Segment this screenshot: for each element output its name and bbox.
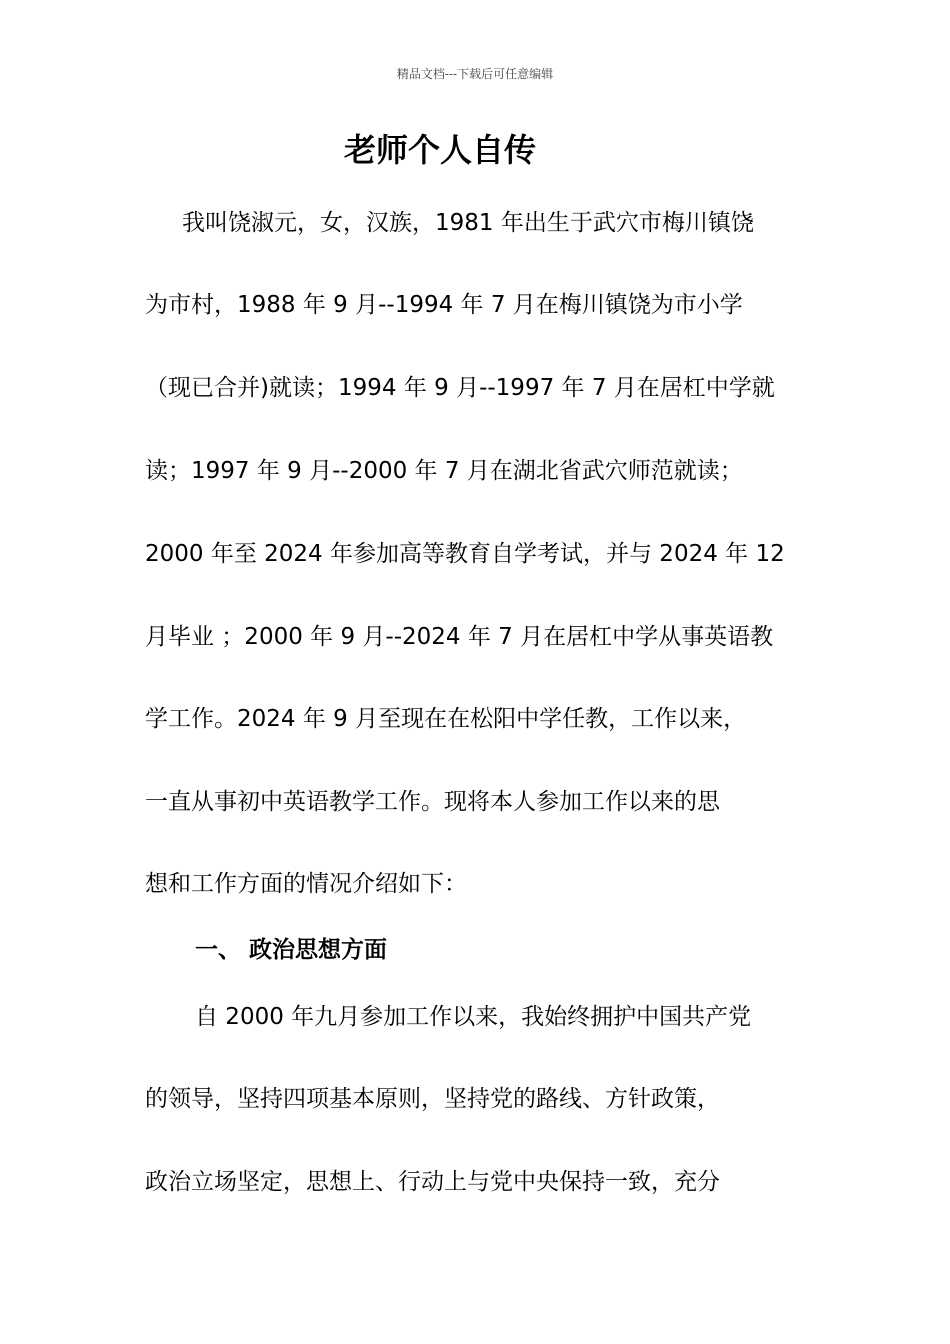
body-line-3: （现已合并)就读；1994 年 9 月--1997 年 7 月在居杠中学就 [145,375,775,401]
body-line-11: 自 2000 年九月参加工作以来，我始终拥护中国共产党 [195,1004,752,1030]
body-line-5: 2000 年至 2024 年参加高等教育自学考试，并与 2024 年 12 [145,541,785,567]
body-line-1: 我叫饶淑元，女，汉族，1981 年出生于武穴市梅川镇饶 [182,210,754,236]
body-line-9: 想和工作方面的情况介绍如下： [145,871,467,897]
document-title: 老师个人自传 [343,131,536,169]
body-line-13: 政治立场坚定，思想上、行动上与党中央保持一致，充分 [145,1169,720,1195]
body-line-7: 学工作。2024 年 9 月至现在在松阳中学任教，工作以来， [145,706,747,732]
body-line-6: 月毕业 ；2000 年 9 月--2024 年 7 月在居杠中学从事英语教 [145,624,774,650]
header-note: 精品文档---下载后可任意编辑 [396,67,554,81]
body-line-2: 为市村，1988 年 9 月--1994 年 7 月在梅川镇饶为市小学 [145,292,743,318]
section-heading: 一、 政治思想方面 [195,937,388,963]
body-line-8: 一直从事初中英语教学工作。现将本人参加工作以来的思 [145,789,720,815]
body-line-4: 读；1997 年 9 月--2000 年 7 月在湖北省武穴师范就读； [145,458,743,484]
body-line-12: 的领导，坚持四项基本原则，坚持党的路线、方针政策， [145,1086,720,1112]
